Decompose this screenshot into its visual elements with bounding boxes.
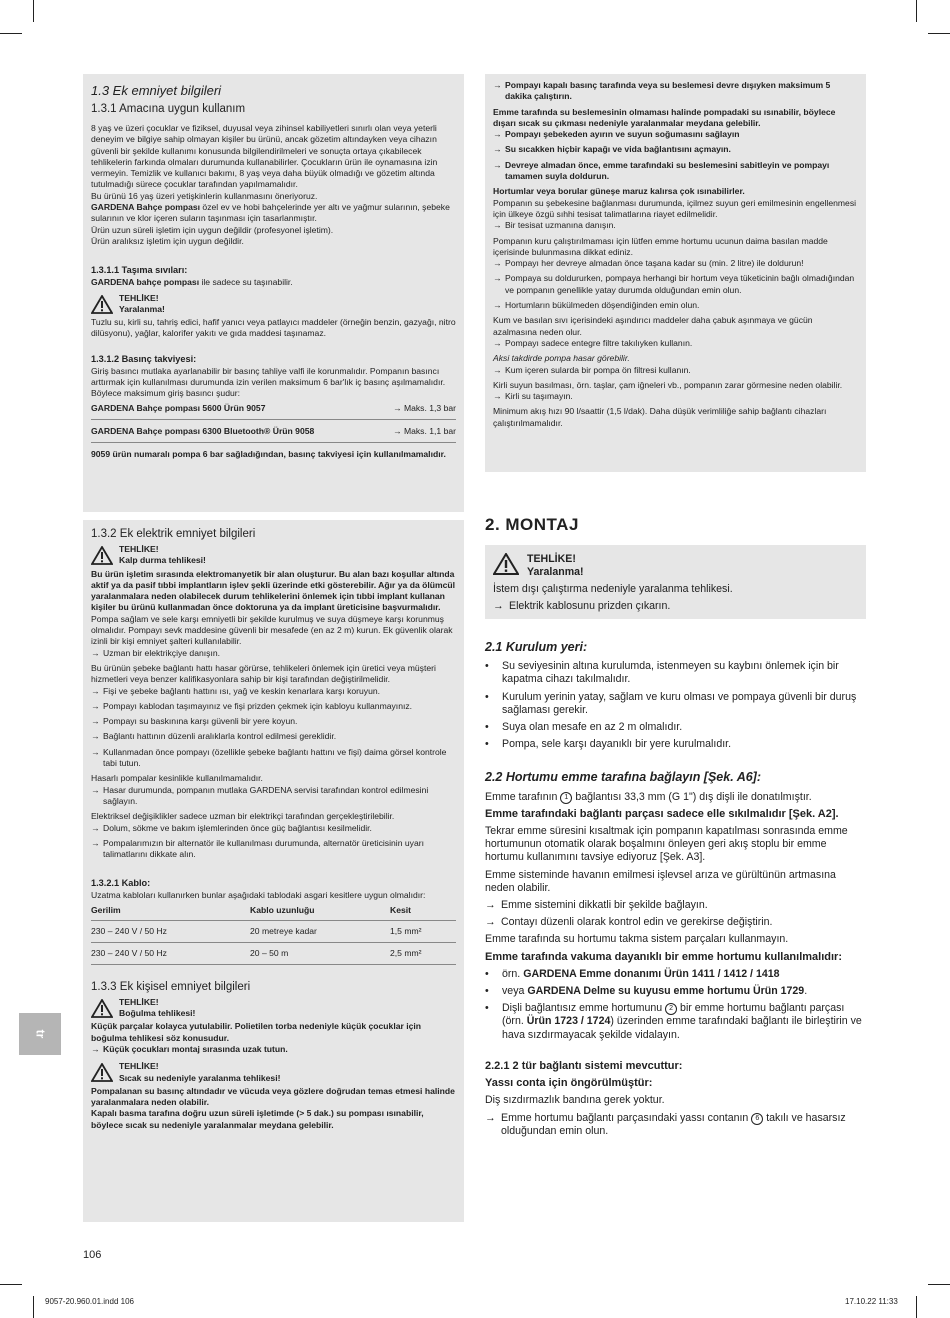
warning-triangle-icon xyxy=(493,553,519,575)
paragraph: GARDENA bahçe pompası ile sadece su taşınabilir. xyxy=(91,277,293,288)
list-item: • örn. GARDENA Emme donanımı Ürün 1411 / 1412 / 1418 xyxy=(485,968,866,981)
electrical-safety-box xyxy=(83,520,464,1222)
instruction: → Hortumların bükülmeden döşendiğinden emin olun. xyxy=(493,300,858,311)
subsection-heading: 1.3.2.1 Kablo: xyxy=(91,878,151,889)
table-cell: 1,5 mm² xyxy=(390,920,456,942)
table-header: Gerilim xyxy=(91,902,250,921)
paragraph: Hasarlı pompalar kesinlikle kullanılmamalıdır. xyxy=(91,773,263,784)
subsection-heading: 2.2 Hortumu emme tarafına bağlayın [Şek. A6]: xyxy=(485,770,762,785)
table-row xyxy=(91,942,456,964)
danger-warning-box xyxy=(485,545,866,619)
paragraph: Ürün uzun süreli işletim için uygun değildir (profesyonel işletim). xyxy=(91,224,334,235)
table-cell: 20 metreye kadar xyxy=(250,920,390,942)
footer-filename: 9057-20.960.01.indd 106 xyxy=(45,1297,134,1306)
instruction: → Küçük çocukları montaj sırasında uzak tutun. xyxy=(91,1044,456,1055)
instruction: → Pompayı sadece entegre filtre takılıyken kullanın. xyxy=(493,338,858,349)
pressure-row-value: → Maks. 1,1 bar xyxy=(393,426,456,437)
bold-note: Emme tarafında vakuma dayanıklı bir emme hortumu kullanılmalıdır: xyxy=(485,950,842,963)
warning-title: TEHLİKE! xyxy=(527,553,576,566)
subsection-heading: 2.2.1 2 tür bağlantı sistemi mevcuttur: xyxy=(485,1059,683,1072)
subsection-heading: 2.1 Kurulum yeri: xyxy=(485,640,588,655)
pressure-row-label: GARDENA Bahçe pompası 6300 Bluetooth® Ürün 9058 xyxy=(91,425,315,436)
safety-info-box xyxy=(83,74,464,512)
subsection-heading: 1.3.2 Ek elektrik emniyet bilgileri xyxy=(91,528,256,540)
instruction: → Bir tesisat uzmanına danışın. xyxy=(493,220,858,231)
chapter-title: 2. MONTAJ xyxy=(485,515,579,534)
paragraph: GARDENA Bahçe pompası özel ev ve hobi bahçelerinde yer altı ve yağmur sularının, şebeke sularının ve klor içeren suların taşınması için tasarlanmıştır. xyxy=(91,202,450,224)
paragraph: Bu ürün işletim sırasında elektromanyetik bir alan oluşturur. Bu alan bazı koşullar altında aktif ya da pasif tıbbi implantların işlev şekli üzerinde etki gösterebilir. Ağır ya da ölümcül yaralanmalara neden olabilecek durum tehlikelerini önlemek için tıbbi implant kullanan kişiler bu ürünü kullanmadan önce doktoruna ya da implant üreticisine başvurmalıdır. xyxy=(91,568,456,613)
pressure-row xyxy=(91,403,456,420)
paragraph: Kum ve basılan sıvı içerisindeki aşındırıcı maddeler daha çabuk aşınmaya ve gücün azalmasına neden olur. xyxy=(493,315,813,337)
callout-number: 1 xyxy=(560,792,572,804)
danger-warning xyxy=(91,293,456,316)
crop-mark xyxy=(0,1284,22,1285)
cable-table xyxy=(91,902,456,965)
crop-mark xyxy=(916,0,917,22)
instruction: → Kullanmadan önce pompayı (özellikle şebeke bağlantı hattını ve fişi) daima görsel kontrole tabi tutun. xyxy=(91,747,456,770)
paragraph: Pompanın kuru çalıştırılmaması için lütfen emme hortumu ucunun daima basılan madde içerisinde bulunmasına dikkat ediniz. xyxy=(493,235,828,257)
instruction: → Uzman bir elektrikçiye danışın. xyxy=(91,648,456,659)
instruction: → Bağlantı hattının düzenli aralıklarla kontrol edilmesi gereklidir. xyxy=(91,731,456,742)
danger-warning xyxy=(91,544,456,567)
instruction: → Pompaya su doldururken, pompaya herhangi bir hortum veya tüketicinin bağlı olmadığından ve pompanın genellikle yatay durumda olduğundan emin olun. xyxy=(493,273,858,296)
list-item: • Pompa, sele karşı dayanıklı bir yere kurulmalıdır. xyxy=(485,738,866,751)
paragraph: Emme tarafında su beslemesinin olmaması halinde pompadaki su ısınabilir, böylece dışarı sıcak su çıkması nedeniyle yaralanmalar meydana gelebilir. xyxy=(493,106,836,128)
instruction: → Fişi ve şebeke bağlantı hattını ısı, yağ ve keskin kenarlara karşı koruyun. xyxy=(91,686,456,697)
paragraph: Emme sisteminde havanın emilmesi işlevsel arıza ve gürültünün artmasına neden olabilir. xyxy=(485,868,836,894)
pressure-row-value: → Maks. 1,3 bar xyxy=(393,403,456,414)
footer-date: 17.10.22 11:33 xyxy=(845,1297,898,1306)
paragraph: Ürün aralıksız işletim için uygun değildir. xyxy=(91,235,244,246)
crop-mark xyxy=(916,1296,917,1318)
paragraph: Emme tarafının 1 bağlantısı 33,3 mm (G 1") dış dişli ile donatılmıştır. xyxy=(485,790,812,803)
paragraph: İstem dışı çalıştırma nedeniyle yaralanma tehlikesi. xyxy=(493,582,733,595)
warning-triangle-icon xyxy=(91,295,113,314)
table-header-row xyxy=(91,902,456,921)
pressure-row-label: GARDENA Bahçe pompası 5600 Ürün 9057 xyxy=(91,402,266,413)
instruction: → Pompayı şebekeden ayırın ve suyun soğumasını sağlayın xyxy=(493,129,858,140)
paragraph: 8 yaş ve üzeri çocuklar ve fiziksel, duyusal veya zihinsel kabiliyetleri sınırlı olan veya yeterli deneyim ve bilgiye sahip olmayan kişiler bu ürünü, ancak gözetim altındayken veya cihazın güvenli bir şekilde kullanımı konusunda bilgilendirilmeleri ve sonuçta ortaya çıkabilecek tehlikelerin farkında olmaları durumunda kullanabilirler. Çocukların ürün ile oynamasına izin vermeyin. Temizlik ve kullanıcı bakımı, 8 yaş veya daha büyük olmadığı ve gözetim altında tutulmadığı sürece çocuklar tarafından yapılmamalıdır. xyxy=(91,123,438,190)
paragraph: Tekrar emme süresini kısaltmak için pompanın kapatılması sonrasında emme hortumunun otomatik olarak boşalmını önleyen geri akış stoplu bir emme hortumu kullanımını tavsiye ediyoruz [Şek. A3]. xyxy=(485,825,848,864)
instruction: → Pompayı her devreye almadan önce taşana kadar su (min. 2 litre) ile doldurun! xyxy=(493,258,858,269)
instruction: → Elektrik kablosunu prizden çıkarın. xyxy=(493,600,858,613)
danger-warning xyxy=(91,1061,456,1084)
list-item: • Suya olan mesafe en az 2 m olmalıdır. xyxy=(485,721,866,734)
instruction: → Devreye almadan önce, emme tarafındaki su beslemesini sabitleyin ve pompayı tamamen suyla doldurun. xyxy=(493,160,858,183)
callout-number: 2 xyxy=(665,1003,677,1015)
table-header: Kesit xyxy=(390,902,456,921)
instruction: → Emme sistemini dikkatli bir şekilde bağlayın. xyxy=(485,899,866,912)
instruction: → Pompayı kablodan taşımayınız ve fişi prizden çekmek için kabloyu kullanmayınız. xyxy=(91,701,456,712)
paragraph: 9059 ürün numaralı pompa 6 bar sağladığından, basınç takviyesi için kullanılmamalıdır. xyxy=(91,449,446,460)
table-cell: 20 – 50 m xyxy=(250,942,390,964)
crop-mark xyxy=(928,1284,950,1285)
danger-warning xyxy=(91,997,456,1020)
warning-triangle-icon xyxy=(91,999,113,1018)
paragraph: Uzatma kabloları kullanırken bunlar aşağıdaki tablodaki asgari kesitlere uygun olmalıdır: xyxy=(91,890,426,901)
instruction: → Pompayı su baskınına karşı güvenli bir yere koyun. xyxy=(91,716,456,727)
table-cell: 2,5 mm² xyxy=(390,942,456,964)
table-row xyxy=(91,920,456,942)
list-item: • veya GARDENA Delme su kuyusu emme hortumu Ürün 1729. xyxy=(485,985,866,998)
warning-subtitle: Yaralanma! xyxy=(119,303,165,314)
bold-note: Emme tarafındaki bağlantı parçası sadece elle sıkılmalıdır [Şek. A2]. xyxy=(485,807,839,820)
pump-operation-box xyxy=(485,74,866,472)
instruction: → Emme hortumu bağlantı parçasındaki yassı contanın 6 takılı ve hasarsız olduğundan emin olun. xyxy=(485,1112,866,1138)
paragraph: Diş sızdırmazlık bandına gerek yoktur. xyxy=(485,1094,665,1107)
section-heading: 1.3 Ek emniyet bilgileri xyxy=(91,83,222,98)
paragraph: Emme tarafında su hortumu takma sistem parçaları kullanmayın. xyxy=(485,933,789,946)
instruction: → Kum içeren sularda bir pompa ön filtresi kullanın. xyxy=(493,365,858,376)
paragraph: Bu ürünü 16 yaş üzeri yetişkinlerin kullanmasını öneriyoruz. xyxy=(91,190,318,201)
page-number: 106 xyxy=(83,1249,102,1261)
warning-subtitle: Yaralanma! xyxy=(527,566,584,579)
paragraph: Pompanın su şebekesine bağlanması durumunda, içilmez suyun geri emilmesinin engellenmesi için ülkeye özgü sıhhi tesisat talimatlarına riayet edilmelidir. xyxy=(493,197,857,219)
warning-title: TEHLİKE! xyxy=(119,996,159,1007)
paragraph: Pompa sağlam ve sele karşı emniyetli bir şekilde kurulmuş ve suya düşmeye karşı korunmuş olmalıdır. Pompayı sevk maddesine güvenli bir mesafede (en az 2 m) kurun. Ek güvenlik olarak izinli bir kişi emniyet şalteri kullanılabilir. xyxy=(91,613,453,647)
warning-title: TEHLİKE! xyxy=(119,292,159,303)
paragraph: Küçük parçalar kolayca yutulabilir. Polietilen torba nedeniyle küçük çocuklar için boğulma tehlikesi söz konusudur. xyxy=(91,1021,422,1043)
list-item: • Dişli bağlantısız emme hortumunu 2 bir emme hortumu bağlantı parçası (örn. Ürün 1723 / 1724) üzerinden emme tarafındaki bağlantı ile birleştirin ve hava sızdırmayacak şekilde vidalayın. xyxy=(485,1002,866,1042)
warning-subtitle: Sıcak su nedeniyle yaralanma tehlikesi! xyxy=(119,1072,281,1083)
bold-note: Yassı conta için öngörülmüştür: xyxy=(485,1077,653,1090)
subsection-heading: 1.3.3 Ek kişisel emniyet bilgileri xyxy=(91,980,251,993)
table-cell: 230 – 240 V / 50 Hz xyxy=(91,920,250,942)
paragraph: Elektriksel değişiklikler sadece uzman bir elektrikçi tarafından gerçekleştirilebilir. xyxy=(91,811,395,822)
crop-mark xyxy=(0,33,22,34)
crop-mark xyxy=(33,1296,34,1318)
paragraph: Kirli suyun basılması, örn. taşlar, çam iğneleri vb., pompanın zarar görmesine neden olabilir. xyxy=(493,379,843,390)
paragraph: Kapalı basma tarafına doğru uzun süreli işletimde (> 5 dak.) su pompası ısınabilir, böylece sıcak su nedeniyle yaralanmalar meydana gelebilir. xyxy=(91,1108,424,1130)
list-item: • Kurulum yerinin yatay, sağlam ve kuru olması ve pompaya güvenli bir duruş sağlaması gerekir. xyxy=(485,691,866,717)
instruction: → Kirli su taşımayın. xyxy=(493,391,858,402)
instruction: → Dolum, sökme ve bakım işlemlerinden önce güç bağlantısı kesilmelidir. xyxy=(91,823,456,834)
table-header: Kablo uzunluğu xyxy=(250,902,390,921)
warning-title: TEHLİKE! xyxy=(119,544,159,554)
paragraph: Hortumlar veya borular güneşe maruz kalırsa çok ısınabilirler. xyxy=(493,186,745,197)
pressure-row xyxy=(91,426,456,443)
paragraph: Tuzlu su, kirli su, tahriş edici, hafif yanıcı veya patlayıcı maddeler (örneğin benzin, gazyağı, nitro dilüsyonu), yağlar, kalorifer yakıtı ve gıda maddesi taşınamaz. xyxy=(91,317,456,339)
callout-number: 6 xyxy=(751,1113,763,1125)
instruction: → Su sıcakken hiçbir kapağı ve vida bağlantısını açmayın. xyxy=(493,144,858,155)
warning-subtitle: Kalp durma tehlikesi! xyxy=(119,555,206,566)
paragraph: Giriş basıncı mutlaka ayarlanabilir bir basınç tahliye valfi ile korunmalıdır. Pompanın basıncı arttırmak için kullanılması durumunda izin verilen maksimum 6 bar'lık iç basınç aşılmamalıdır. Böylece maksimum giriş basıncı şudur: xyxy=(91,365,446,399)
instruction: → Pompayı kapalı basınç tarafında veya su beslemesi devre dışıyken maksimum 5 dakika çalıştırın. xyxy=(493,80,858,103)
paragraph: Aksi takdirde pompa hasar görebilir. xyxy=(493,353,630,364)
warning-triangle-icon xyxy=(91,1063,113,1082)
list-item: • Su seviyesinin altına kurulumda, istenmeyen su kaybını önlemek için bir kapatma cihazı takılmalıdır. xyxy=(485,660,866,686)
crop-mark xyxy=(33,0,34,22)
warning-subtitle: Boğulma tehlikesi! xyxy=(119,1008,196,1019)
table-cell: 230 – 240 V / 50 Hz xyxy=(91,942,250,964)
instruction: → Contayı düzenli olarak kontrol edin ve gerekirse değiştirin. xyxy=(485,916,866,929)
paragraph: Pompalanan su basınç altındadır ve vücuda veya gözlere doğrudan temas etmesi halinde yaralanmalara neden olabilir. xyxy=(91,1085,455,1108)
language-tab: tr xyxy=(19,1013,61,1055)
paragraph: Bu ürünün şebeke bağlantı hattı hasar görürse, tehlikeleri önlemek için üretici veya müşteri hizmetleri veya benzer kalifikasyonlara sahip bir kişi tarafından değiştirilmelidir. xyxy=(91,662,436,685)
warning-triangle-icon xyxy=(91,546,113,565)
subsection-heading: 1.3.1 Amacına uygun kullanım xyxy=(91,103,246,115)
warning-title: TEHLİKE! xyxy=(119,1061,159,1072)
paragraph: Minimum akış hızı 90 l/saattir (1,5 l/dak). Daha düşük verimliliğe sahip bağlantı cihazları çalıştırılmamalıdır. xyxy=(493,406,827,428)
subsection-heading: 1.3.1.1 Taşıma sıvıları: xyxy=(91,265,188,276)
crop-mark xyxy=(928,33,950,34)
instruction: → Hasar durumunda, pompanın mutlaka GARDENA servisi tarafından kontrol edilmesini sağlayın. xyxy=(91,785,456,808)
instruction: → Pompalarımızın bir alternatör ile kullanılması durumunda, alternatör üreticisinin uyarı talimatlarını dikkate alın. xyxy=(91,838,456,861)
subsection-heading: 1.3.1.2 Basınç takviyesi: xyxy=(91,353,197,364)
montaj-section xyxy=(485,515,866,1142)
